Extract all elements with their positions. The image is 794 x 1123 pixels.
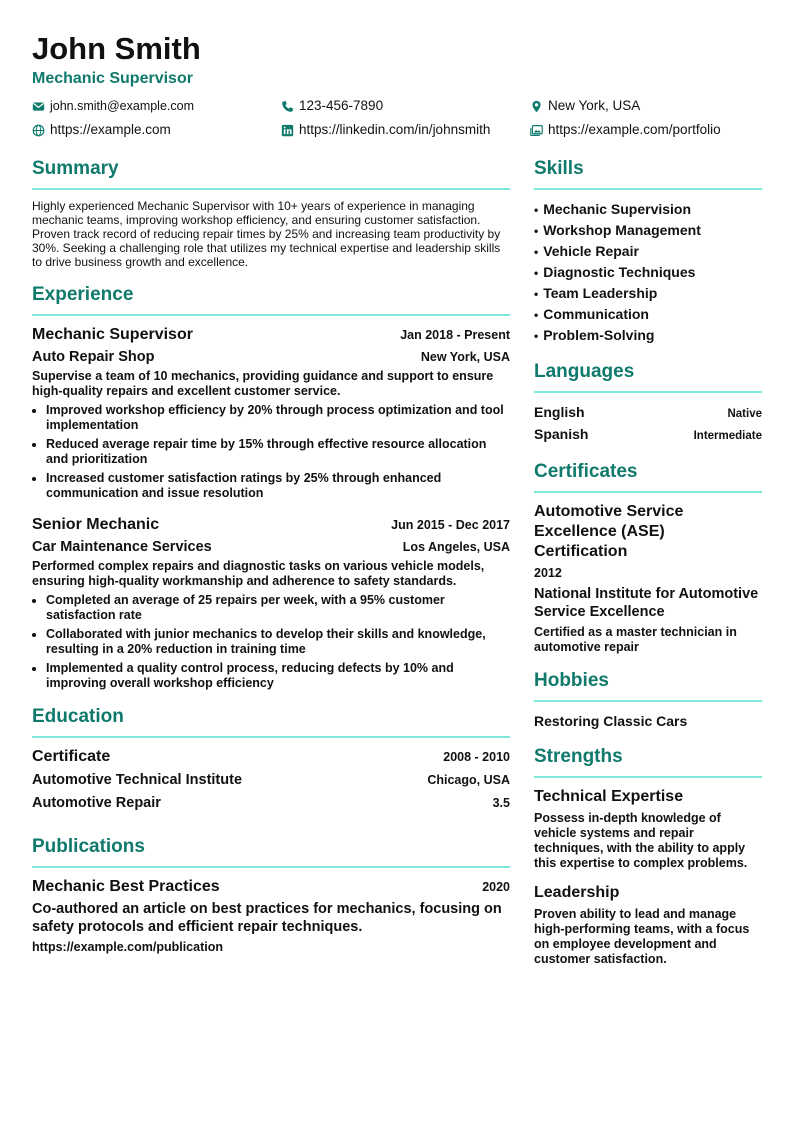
language-name: English [534,404,585,420]
education-date: 2008 - 2010 [443,750,510,764]
contact-website[interactable] [32,121,281,139]
resume-columns [32,157,762,981]
language-level: Native [727,408,762,420]
languages-section [534,360,762,446]
strength-item [534,883,762,967]
education-degree: Certificate [32,748,111,765]
globe-icon [32,124,45,137]
hobbies-heading: Hobbies [534,669,762,702]
email-icon [32,100,45,113]
map-pin-icon [530,100,543,113]
contact-location [530,97,762,115]
image-gallery-icon [530,124,543,137]
job-description: Performed complex repairs and diagnostic tasks on various vehicle models, ensuring high-quality workmanship and adherence to safety standards. [32,559,485,588]
candidate-name: John Smith [32,31,201,66]
languages-heading: Languages [534,360,762,393]
certificate-name: Automotive Service Excellence (ASE) Certification [534,503,684,560]
publication-description: Co-authored an article on best practices for mechanics, focusing on safety protocols and efficient repair techniques. [32,901,502,935]
phone-text: 123-456-7890 [299,98,384,113]
skills-section [534,157,762,346]
website-text: https://example.com [50,122,171,137]
strength-name: Technical Expertise [534,788,684,805]
job-location: New York, USA [420,350,510,364]
skill-item: • Vehicle Repair [534,241,762,262]
skill-item: • Diagnostic Techniques [534,262,762,283]
job-title: Senior Mechanic [32,516,160,533]
strength-item [534,787,762,871]
skill-item: • Problem-Solving [534,325,762,346]
contact-info [32,97,762,139]
achievement-item: • Implemented a quality control process, reducing defects by 10% and improving overall workshop efficiency [46,661,510,691]
skill-item: • Workshop Management [534,220,762,241]
skill-item: • Team Leadership [534,283,762,304]
achievement-item: • Improved workshop efficiency by 20% through process optimization and tool implementation [46,403,510,433]
strength-description: Possess in-depth knowledge of vehicle systems and repair techniques, with the ability to apply this expertise to complex problems. [534,811,748,870]
location-text: New York, USA [548,98,641,113]
linkedin-icon [281,124,294,137]
main-column [32,157,510,981]
skills-heading: Skills [534,157,762,190]
job-description: Supervise a team of 10 mechanics, providing guidance and support to ensure high-quality repairs and excellent customer service. [32,369,494,398]
contact-phone[interactable] [281,97,530,115]
job-company: Car Maintenance Services [32,539,212,555]
contact-linkedin[interactable] [281,121,530,139]
language-name: Spanish [534,426,589,442]
job-title: Mechanic Supervisor [32,326,193,343]
certificate-year: 2012 [534,566,562,580]
achievement-item: • Increased customer satisfaction ratings by 25% through enhanced communication and issue resolution [46,471,510,501]
job-entry [32,515,510,691]
phone-icon [281,100,294,113]
job-company: Auto Repair Shop [32,349,155,365]
certificates-section [534,460,762,655]
job-date: Jan 2018 - Present [400,328,510,342]
job-date: Jun 2015 - Dec 2017 [391,518,510,532]
publication-title: Mechanic Best Practices [32,878,220,895]
skills-list [534,199,762,346]
job-location: Los Angeles, USA [402,540,510,554]
education-score: 3.5 [492,796,510,810]
publication-link[interactable]: https://example.com/publication [32,940,223,954]
experience-heading: Experience [32,283,510,316]
achievement-item: • Completed an average of 25 repairs per week, with a 95% customer satisfaction rate [46,593,510,623]
contact-portfolio[interactable] [530,121,762,139]
language-level: Intermediate [693,430,762,442]
education-section [32,705,510,813]
skill-item: • Communication [534,304,762,325]
contact-email[interactable] [32,97,281,115]
publications-section [32,835,510,954]
strength-name: Leadership [534,884,620,901]
hobbies-section [534,669,762,731]
experience-section [32,283,510,691]
strengths-section [534,745,762,967]
education-heading: Education [32,705,510,738]
summary-text: Highly experienced Mechanic Supervisor with 10+ years of experience in managing mechanic teams, improving workshop efficiency, and ensuring customer satisfaction. Proven track record of reducing repair times by 25% and increasing team productivity by 30%. Seeking a challenging role that utilizes my technical expertise and leadership skills to drive business growth and excellence. [32,199,501,269]
summary-heading: Summary [32,157,510,190]
certificate-description: Certified as a master technician in automotive repair [534,625,737,654]
language-item [534,424,762,446]
strength-description: Proven ability to lead and manage high-performing teams, with a focus on employee development and customer satisfaction. [534,907,750,966]
side-column [534,157,762,981]
linkedin-text: https://linkedin.com/in/johnsmith [299,122,491,137]
certificate-issuer: National Institute for Automotive Service Excellence [534,586,759,620]
publications-heading: Publications [32,835,510,868]
email-text: john.smith@example.com [50,99,194,113]
publication-year: 2020 [482,880,510,894]
education-institution: Automotive Technical Institute [32,772,243,788]
education-location: Chicago, USA [427,773,510,787]
summary-section [32,157,510,269]
job-achievements [32,593,510,691]
hobby-item: Restoring Classic Cars [534,713,688,729]
job-entry [32,325,510,501]
achievement-item: • Reduced average repair time by 15% through effective resource allocation and prioritization [46,437,510,467]
certificates-heading: Certificates [534,460,762,493]
language-item [534,402,762,424]
achievement-item: • Collaborated with junior mechanics to develop their skills and knowledge, resulting in a 20% reduction in training time [46,627,510,657]
skill-item: • Mechanic Supervision [534,199,762,220]
strengths-heading: Strengths [534,745,762,778]
resume-page [32,30,762,981]
job-achievements [32,403,510,501]
portfolio-text: https://example.com/portfolio [548,122,721,137]
education-field: Automotive Repair [32,795,161,811]
candidate-title: Mechanic Supervisor [32,70,193,87]
